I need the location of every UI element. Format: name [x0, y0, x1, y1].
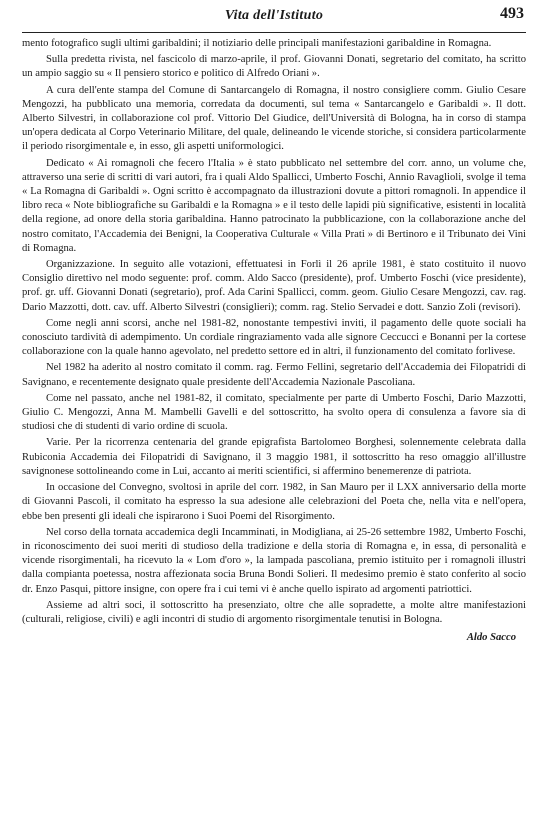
section-varie: Varie. Per la ricorrenza centenaria del grande epigrafista Bartolomeo Borghesi, solennemente celebrata dalla Rubiconia Accademia dei Filopatridi di Savignano, il 3 maggio 1981, il sottoscritto ha reso omaggio all'illustre savignonese sottolineando come in Lui, accanto ai meriti scientifici, si affermino benemerenze di patriota.	[22, 437, 526, 477]
paragraph: Nel 1982 ha aderito al nostro comitato il comm. rag. Fermo Fellini, segretario dell'Accademia dei Filopatridi di Savignano, e recentemente designato quale presidente dell'Accademia Nazionale Pascoliana.	[22, 362, 526, 388]
paragraph: Come nel passato, anche nel 1981-82, il comitato, specialmente per parte di Umberto Foschi, Dario Mazzotti, Giulio C. Mengozzi, Anna M. Mambelli Gavelli e del sottoscritto, ha svolto opera di consulenza a favore sia di studiosi che di studenti di vario ordine di scuola.	[22, 392, 526, 433]
section-organizzazione: Organizzazione. In seguito alle votazioni, effettuatesi in Forlì il 26 aprile 1981, è stato costituito il nuovo Consiglio direttivo nel modo seguente: prof. comm. Aldo Sacco (presidente), prof. Umberto Foschi (vice presidente), prof. gr. uff. Giovanni Donati (segretario), prof. Ada Carini Spallicci, comm. geom. Giulio Cesare Mengozzi, cav. rag. Dario Mazzotti, dott. cav. uff. Alberto Silvestri (consiglieri); comm. rag. Stelio Servadei e dott. Sanzio Zoli (revisori).	[22, 259, 526, 313]
paragraph: Assieme ad altri soci, il sottoscritto ha presenziato, oltre che alle sopradette, a molte altre manifestazioni (culturali, religiose, civili) e agli incontri di studio di argomento risorgimentale tenutisi in Bologna.	[22, 599, 526, 625]
article-body	[22, 37, 526, 627]
paragraph: In occasione del Convegno, svoltosi in aprile del corr. 1982, in San Mauro per il LXX anniversario della morte di Giovanni Pascoli, il comitato ha espresso la sua adesione alle celebrazioni del Poeta che, nella vita e nell'opera, ebbe ben presenti gli ideali che ispirarono i Suoi Poemi del Risorgimento.	[22, 482, 526, 522]
running-title: Vita dell'Istituto	[224, 8, 324, 23]
paragraph: Come negli anni scorsi, anche nel 1981-82, nonostante tempestivi inviti, il pagamento delle quote sociali ha conosciuto tardività di adempimento. Un cordiale ringraziamento vada alle signore Ceccucci e Bonanni per la cortese collaborazione con la quale hanno agevolato, nel predetto settore ed in altri, il funzionamento del comitato forlivese.	[22, 317, 526, 358]
paragraph: A cura dell'ente stampa del Comune di Santarcangelo di Romagna, il nostro consigliere comm. Giulio Cesare Mengozzi, ha pubblicato una memoria, corredata da documenti, sul tema « Santarcangelo e Garibaldi ». Il dott. Alberto Silvestri, in collaborazione col prof. Vittorio Del Giudice, dell'Università di Bologna, ha in corso di stampa un'opera dedicata al Corpo Veterinario Militare, del quale, delineando le vicende storiche, si considera particolarmente il periodo risorgimentale e, in esso, gli aspetti uniformologici.	[22, 84, 526, 153]
paragraph: Sulla predetta rivista, nel fascicolo di marzo-aprile, il prof. Giovanni Donati, segretario del comitato, ha scritto un ampio saggio su « Il pensiero storico e politico di Alfredo Oriani ».	[22, 54, 526, 80]
page-number: 493	[500, 5, 524, 22]
paragraph: Dedicato « Ai romagnoli che fecero l'Italia » è stato pubblicato nel settembre del corr. anno, un volume che, attraverso una serie di scritti di vari autori, fra i quali Aldo Spallicci, Umberto Foschi, Annio Ravaglioli, svolge il tema « La Romagna di Garibaldi ». Ogni scritto è accompagnato da illustrazioni dovute a pittori romagnoli. In appendice il libro reca « Note bibliografiche su Garibaldi e la Romagna » e il testo delle lapidi più significative, esistenti in località della regione, ad onore della storia garibaldina. Hanno patrocinato la pubblicazione, con la collaborazione anche del nostro comitato, l'Accademia dei Benigni, la Cooperativa Culturale « Villa Prati » di Bertinoro e il Tribunato dei Vini di Romagna.	[22, 157, 526, 254]
running-header	[22, 6, 526, 33]
author-signature: Aldo Sacco	[466, 632, 516, 644]
paragraph: mento fotografico sugli ultimi garibaldini; il notiziario delle principali manifestazioni garibaldine in Romagna.	[22, 38, 492, 49]
paragraph: Nel corso della tornata accademica degli Incamminati, in Modigliana, ai 25-26 settembre 1982, Umberto Foschi, in riconoscimento dei suoi meriti di studioso della tradizione e della storia di Romagna e, in essa, di personalità e vicende risorgimentali, ha ricevuto la « Lom d'oro », la lampada pascoliana, premio istituito per i romagnoli illustri dalla compianta poetessa, nostra affezionata socia Bruna Bondi Solieri. Il medesimo premio è stato conferito al socio dr. Enzo Pasqui, pittore insigne, con opere fra i cui temi vi è anche quello ispirato ad argomenti patriottici.	[22, 526, 526, 595]
